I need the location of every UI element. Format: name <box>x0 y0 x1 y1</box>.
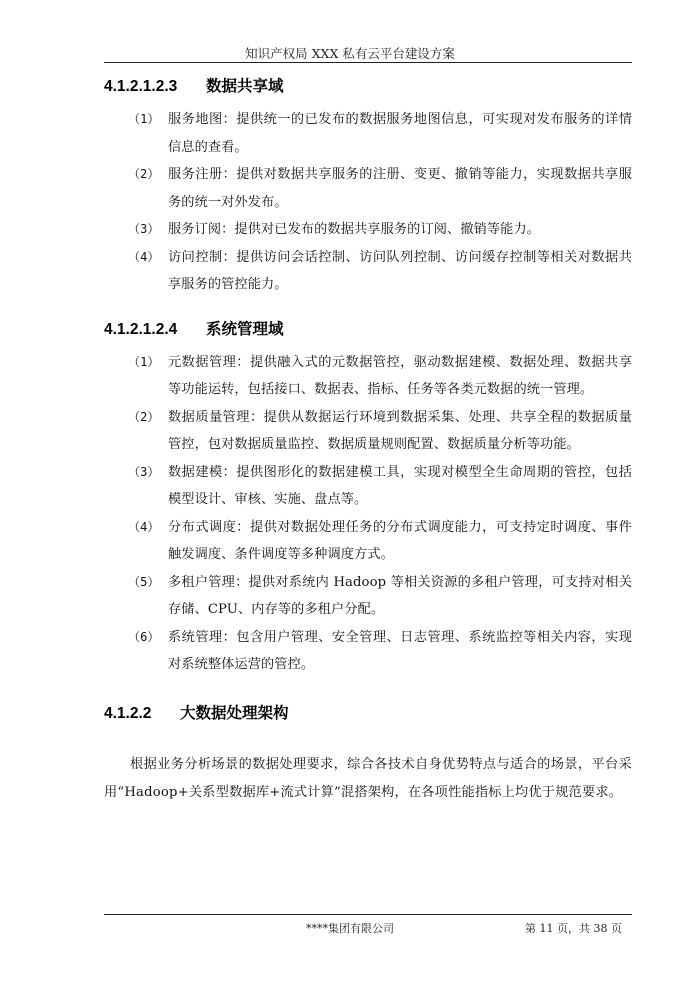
item-text: 访问控制：提供访问会话控制、访问队列控制、访问缓存控制等相关对数据共享服务的管控能力。 <box>168 249 632 292</box>
list-item <box>104 459 632 514</box>
body-paragraph: 根据业务分析场景的数据处理要求，综合各技术自身优势特点与适合的场景，平台采用“Hadoop+关系型数据库+流式计算”混搭架构，在各项性能指标上均优于规范要求。 <box>104 756 632 800</box>
item-index: （4） <box>128 249 160 264</box>
footer-rule <box>104 914 632 915</box>
section-heading-data-sharing <box>104 74 632 100</box>
item-index: （6） <box>128 629 160 644</box>
item-text: 分布式调度：提供对数据处理任务的分布式调度能力，可支持定时调度、事件触发调度、条件调度等多种调度方式。 <box>168 519 632 562</box>
item-index: （3） <box>128 464 160 479</box>
item-index: （2） <box>128 167 160 181</box>
item-index: （2） <box>128 409 160 424</box>
item-text: 系统管理：包含用户管理、安全管理、日志管理、系统监控等相关内容，实现对系统整体运营的管控。 <box>168 629 632 672</box>
list-item <box>104 569 632 624</box>
list-item <box>104 106 632 161</box>
section-title: 大数据处理架构 <box>180 704 289 722</box>
data-sharing-list <box>104 106 632 299</box>
document-body <box>104 72 632 807</box>
list-item <box>104 244 632 299</box>
page-header: 知识产权局 XXX 私有云平台建设方案 <box>245 46 455 61</box>
list-item <box>104 349 632 404</box>
item-text: 服务地图：提供统一的已发布的数据服务地图信息，可实现对发布服务的详情信息的查看。 <box>168 112 632 155</box>
item-text: 服务订阅：提供对已发布的数据共享服务的订阅、撤销等能力。 <box>168 222 541 237</box>
section-heading-big-data-architecture <box>104 701 632 727</box>
section-title: 系统管理域 <box>206 320 284 338</box>
item-text: 数据建模：提供图形化的数据建模工具，实现对模型全生命周期的管控，包括模型设计、审核、实施、盘点等。 <box>168 464 632 507</box>
list-item <box>104 161 632 216</box>
item-index: （1） <box>128 112 160 126</box>
item-index: （4） <box>128 519 160 534</box>
section-number: 4.1.2.1.2.4 <box>104 320 178 338</box>
item-text: 数据质量管理：提供从数据运行环境到数据采集、处理、共享全程的数据质量管控，包对数据质量监控、数据质量规则配置、数据质量分析等功能。 <box>168 409 632 452</box>
section-heading-system-management <box>104 317 632 343</box>
footer-company: ****集团有限公司 <box>306 922 394 935</box>
list-item <box>104 624 632 679</box>
list-item <box>104 514 632 569</box>
item-text: 多租户管理：提供对系统内 Hadoop 等相关资源的多租户管理，可支持对相关存储、CPU、内存等的多租户分配。 <box>168 574 632 617</box>
system-management-list <box>104 349 632 679</box>
section-title: 数据共享域 <box>206 78 284 95</box>
section-number: 4.1.2.2 <box>104 704 152 722</box>
section-number: 4.1.2.1.2.3 <box>104 78 178 95</box>
item-index: （1） <box>128 354 160 369</box>
item-text: 元数据管理：提供融入式的元数据管控，驱动数据建模、数据处理、数据共享等功能运转，包括接口、数据表、指标、任务等各类元数据的统一管理。 <box>168 354 632 397</box>
list-item <box>104 216 632 244</box>
item-index: （5） <box>128 574 160 589</box>
header-rule <box>104 62 632 63</box>
page-number: 第 11 页，共 38 页 <box>525 922 622 935</box>
list-item <box>104 404 632 459</box>
item-index: （3） <box>128 222 160 236</box>
item-text: 服务注册：提供对数据共享服务的注册、变更、撤销等能力，实现数据共享服务的统一对外发布。 <box>168 167 632 210</box>
